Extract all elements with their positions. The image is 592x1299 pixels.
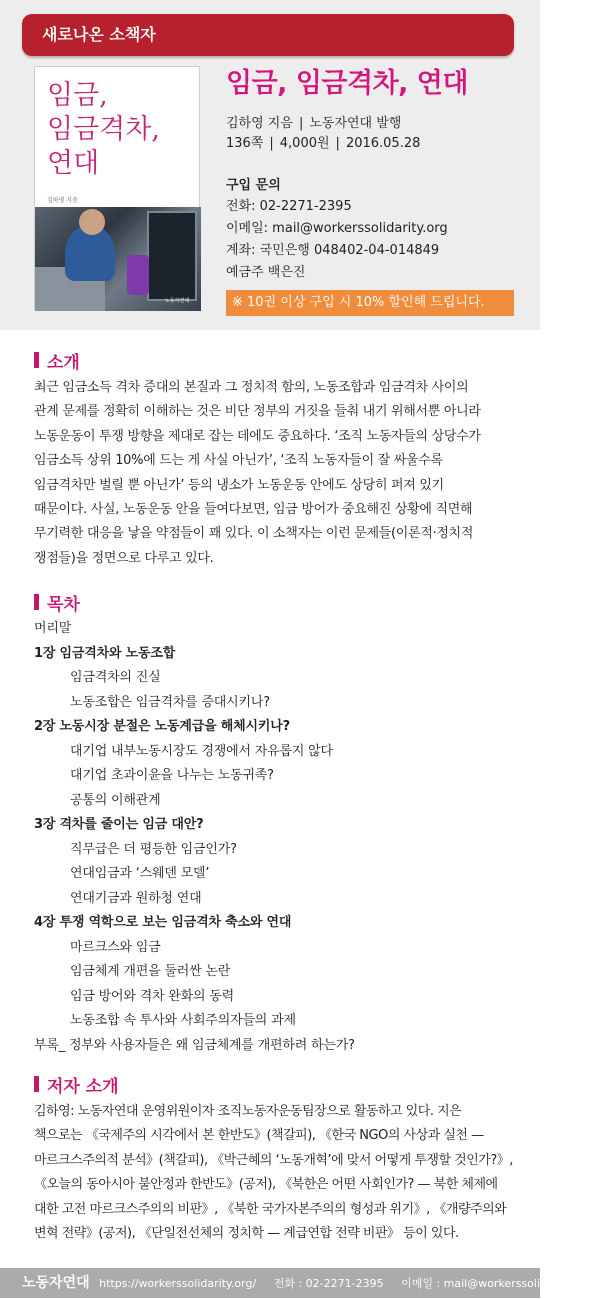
intro-line: 최근 임금소득 격차 증대의 본질과 그 정치적 함의, 노동조합과 임금격차 사이의	[34, 380, 469, 395]
intro-line: 노동운동이 투쟁 방향을 제대로 잡는 데에도 중요하다. ‘조직 노동자들의 상당수가	[34, 428, 481, 444]
book-pages: 136쪽	[226, 136, 264, 151]
author-heading	[34, 1072, 524, 1096]
toc-chapter-4: 4장 투쟁 역학으로 보는 임금격차 축소와 연대	[34, 915, 292, 930]
intro-heading	[34, 348, 524, 372]
toc-heading-text: 목차	[47, 594, 80, 615]
book-specs	[226, 134, 522, 154]
cover-publisher: 노동자연대	[165, 298, 190, 304]
toc-preface: 머리말	[34, 621, 72, 636]
cover-author: 김하영 지음	[47, 197, 78, 204]
intro-heading-text: 소개	[47, 352, 80, 373]
toc-chapter-1: 1장 임금격차와 노동조합	[34, 645, 176, 661]
toc-item: 임금체계 개편을 둘러싼 논란	[70, 964, 231, 979]
intro-line: 때문이다. 사실, 노동운동 안을 들여다보면, 임금 방어가 중요해진 상황에 직면해	[34, 502, 473, 518]
heading-bar-icon	[34, 1076, 39, 1092]
intro-line: 임금소득 상위 10%에 드는 게 사실 아닌가’, ‘조직 노동자들이 잘 싸울수록	[34, 453, 443, 469]
separator: |	[335, 136, 340, 151]
separator: |	[298, 116, 304, 131]
toc-section	[34, 590, 524, 1058]
heading-bar-icon	[34, 352, 39, 368]
footer-url-link[interactable]: https://workerssolidarity.org/	[99, 1277, 257, 1290]
author-line: 김하영: 노동자연대 운영위원이자 조직노동자운동팀장으로 활동하고 있다. 지은	[34, 1104, 462, 1119]
toc-appendix: 부록_ 정부와 사용자들은 왜 임금체계를 개편하려 하는가?	[34, 1037, 355, 1053]
toc-item: 마르크스와 임금	[70, 939, 161, 955]
author-section	[34, 1072, 524, 1246]
toc-item: 대기업 초과이윤을 나누는 노동귀족?	[70, 768, 274, 783]
heading-bar-icon	[34, 594, 39, 610]
book-date: 2016.05.28	[345, 136, 421, 151]
discount-notice: ※ 10권 이상 구입 시 10% 할인해 드립니다.	[226, 290, 514, 316]
toc-item: 직무급은 더 평등한 임금인가?	[70, 841, 237, 857]
toc-item: 노동조합은 임금격차를 증대시키나?	[70, 694, 270, 710]
book-info	[226, 66, 522, 284]
intro-paragraph	[34, 376, 524, 571]
footer-phone: 전화 : 02-2271-2395	[273, 1277, 384, 1290]
purchase-email[interactable]: 이메일: mail@workerssolidarity.org	[226, 221, 448, 236]
toc-list	[34, 617, 524, 1058]
book-cover[interactable]	[34, 66, 200, 310]
toc-item: 노동조합 속 투사와 사회주의자들의 과제	[70, 1013, 296, 1028]
book-publisher: 노동자연대 발행	[309, 116, 402, 131]
author-line: 변혁 전략》(공저), 《단일전선체의 정치학 — 계급연합 전략 비판》 등이 있다.	[34, 1226, 459, 1242]
author-line: 《오늘의 동아시아 불안정과 한반도》(공저), 《북한은 어떤 사회인가? — 북한 체제에	[34, 1177, 498, 1193]
toc-item: 공통의 이해관계	[70, 792, 161, 808]
intro-line: 무기력한 대응을 낳을 약점들이 꽤 있다. 이 소책자는 이런 문제들(이론적·정치적	[34, 526, 474, 542]
purchase-phone[interactable]: 전화: 02-2271-2395	[226, 199, 352, 214]
cover-title: 임금, 임금격차, 연대	[47, 80, 160, 179]
author-line: 마르크스주의적 분석》(책갈피), 《박근혜의 ‘노동개혁’에 맞서 어떻게 투쟁할 것인가?》,	[34, 1152, 513, 1168]
intro-section	[34, 348, 524, 571]
footer-email-link[interactable]: 이메일 : mail@workerssolidarity.org	[401, 1277, 592, 1290]
cover-photo-worker-icon	[35, 207, 201, 311]
book-title: 임금, 임금격차, 연대	[226, 68, 468, 99]
new-booklet-banner: 새로나온 소책자	[22, 14, 514, 56]
author-line: 대한 고전 마르크스주의의 비판》, 《북한 국가자본주의의 형성과 위기》, 《개량주의와	[34, 1201, 507, 1217]
author-heading-text: 저자 소개	[47, 1076, 119, 1097]
toc-heading	[34, 590, 524, 614]
purchase-account: 계좌: 국민은행 048402-04-014849	[226, 243, 440, 258]
toc-chapter-3: 3장 격차를 줄이는 임금 대안?	[34, 817, 204, 832]
toc-item: 임금 방어와 격차 완화의 동력	[70, 988, 235, 1004]
intro-line: 임금격차만 벌릴 뿐 아닌가’ 등의 냉소가 노동운동 안에도 상당히 퍼져 있기	[34, 477, 444, 493]
footer-brand: 노동자연대	[22, 1275, 90, 1291]
author-line: 책으로는 《국제주의 시각에서 본 한반도》(책갈피), 《한국 NGO의 사상과 실천 —	[34, 1128, 484, 1144]
toc-item: 임금격차의 진실	[70, 670, 161, 685]
book-byline	[226, 114, 522, 134]
book-price: 4,000원	[279, 136, 330, 151]
intro-line: 관계 문제를 정확히 이해하는 것은 비단 정부의 거짓을 들춰 내기 위해서뿐 아니라	[34, 404, 481, 420]
author-paragraph	[34, 1100, 524, 1246]
toc-item: 연대임금과 ‘스웨덴 모델’	[70, 866, 210, 881]
toc-item: 대기업 내부노동시장도 경쟁에서 자유롭지 않다	[70, 743, 333, 759]
purchase-heading: 구입 문의	[226, 178, 281, 193]
purchase-holder: 예금주 백은진	[226, 265, 306, 280]
header-panel	[0, 0, 540, 330]
book-author: 김하영 지음	[226, 116, 293, 131]
toc-item: 연대기금과 원하청 연대	[70, 890, 202, 906]
toc-chapter-2: 2장 노동시장 분절은 노동계급을 해체시키나?	[34, 719, 290, 734]
footer-bar	[0, 1268, 592, 1298]
separator: |	[269, 136, 274, 151]
intro-line: 쟁점들)을 정면으로 다루고 있다.	[34, 550, 214, 566]
